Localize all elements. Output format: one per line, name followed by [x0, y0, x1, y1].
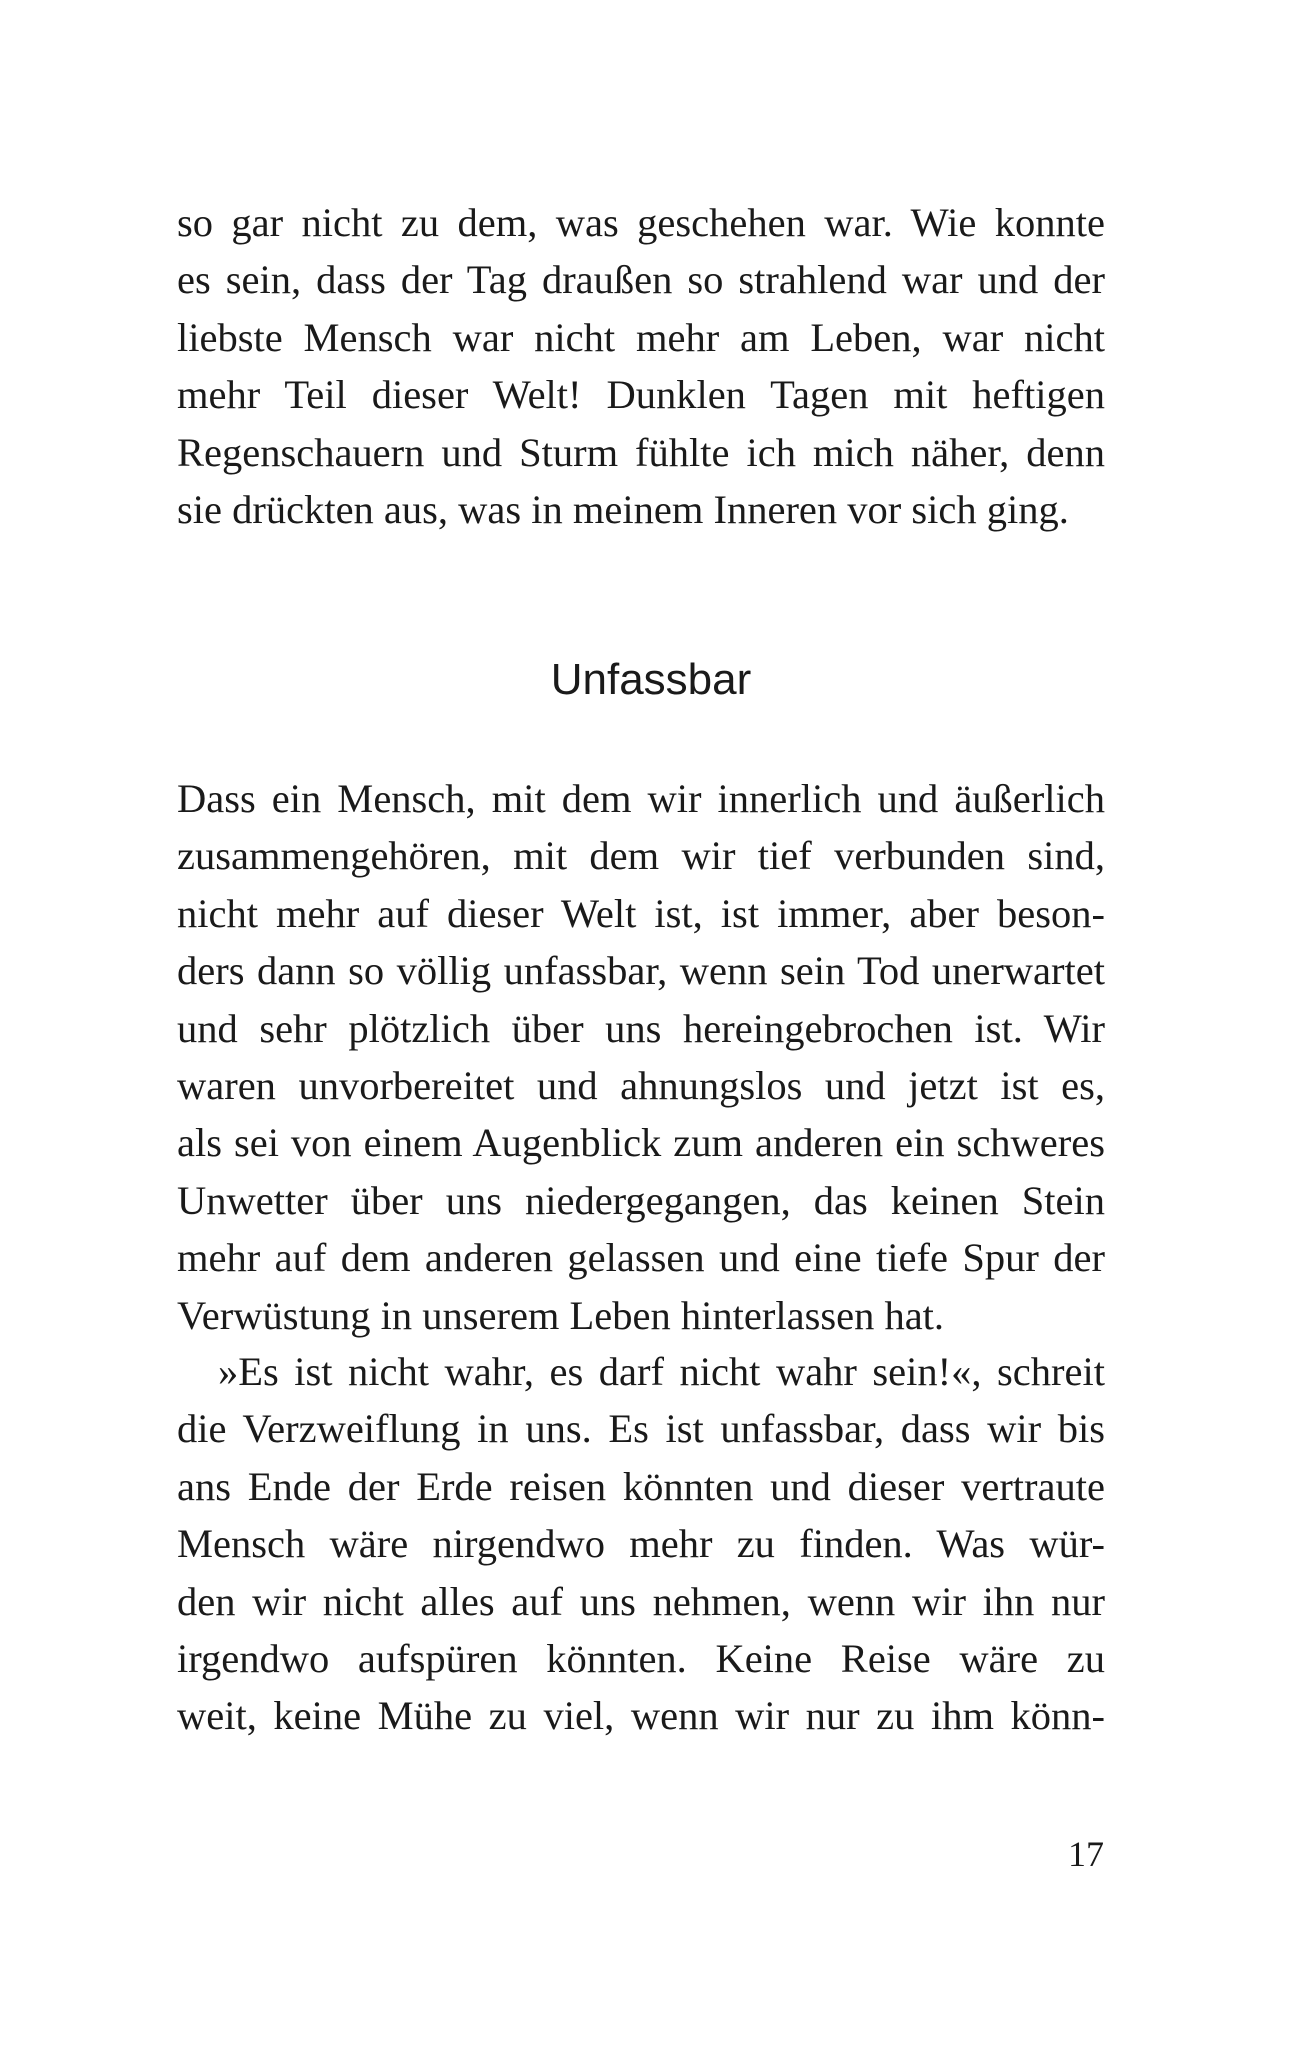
body-paragraph-continued	[177, 194, 1105, 538]
body-paragraph	[177, 1343, 1105, 1745]
page-number: 17	[1068, 1834, 1104, 1874]
text-line: Dass ein Mensch, mit dem wir innerlich und äußerlich	[177, 776, 1105, 821]
text-line: ders dann so völlig unfassbar, wenn sein Tod unerwartet	[177, 948, 1105, 994]
text-line: und sehr plötzlich über uns hereingebrochen ist. Wir	[177, 1005, 1105, 1051]
text-line: »Es ist nicht wahr, es darf nicht wahr sein!«, schreit	[218, 1349, 1105, 1394]
text-line: Mensch wäre nirgendwo mehr zu finden. Was wür-	[177, 1521, 1105, 1567]
text-line: zusammengehören, mit dem wir tief verbunden sind,	[177, 833, 1105, 879]
text-line: so gar nicht zu dem, was geschehen war. Wie konnte	[177, 200, 1105, 245]
text-line: liebste Mensch war nicht mehr am Leben, war nicht	[177, 314, 1105, 360]
text-line: als sei von einem Augenblick zum anderen ein schweres	[177, 1120, 1105, 1166]
section-heading: Unfassbar	[550, 655, 752, 704]
text-line: die Verzweiflung in uns. Es ist unfassbar, dass wir bis	[177, 1406, 1105, 1452]
text-line: irgendwo aufspüren könnten. Keine Reise wäre zu	[177, 1635, 1105, 1681]
text-line: nicht mehr auf dieser Welt ist, ist immer, aber beson-	[177, 890, 1105, 936]
text-line: mehr auf dem anderen gelassen und eine tiefe Spur der	[177, 1235, 1105, 1281]
text-line: Verwüstung in unserem Leben hinterlassen hat.	[177, 1292, 945, 1338]
text-line: sie drückten aus, was in meinem Inneren vor sich ging.	[177, 486, 1069, 532]
text-line: ans Ende der Erde reisen könnten und dieser vertraute	[177, 1463, 1105, 1509]
text-line: Regenschauern und Sturm fühlte ich mich näher, denn	[177, 429, 1105, 475]
text-line: Unwetter über uns niedergegangen, das keinen Stein	[177, 1177, 1105, 1223]
text-line: waren unvorbereitet und ahnungslos und jetzt ist es,	[177, 1062, 1105, 1108]
text-line: mehr Teil dieser Welt! Dunklen Tagen mit heftigen	[177, 372, 1105, 418]
text-line: den wir nicht alles auf uns nehmen, wenn wir ihn nur	[177, 1578, 1105, 1624]
text-line: es sein, dass der Tag draußen so strahlend war und der	[177, 257, 1105, 303]
text-line: weit, keine Mühe zu viel, wenn wir nur zu ihm könn-	[177, 1693, 1105, 1739]
body-paragraph	[177, 770, 1105, 1344]
